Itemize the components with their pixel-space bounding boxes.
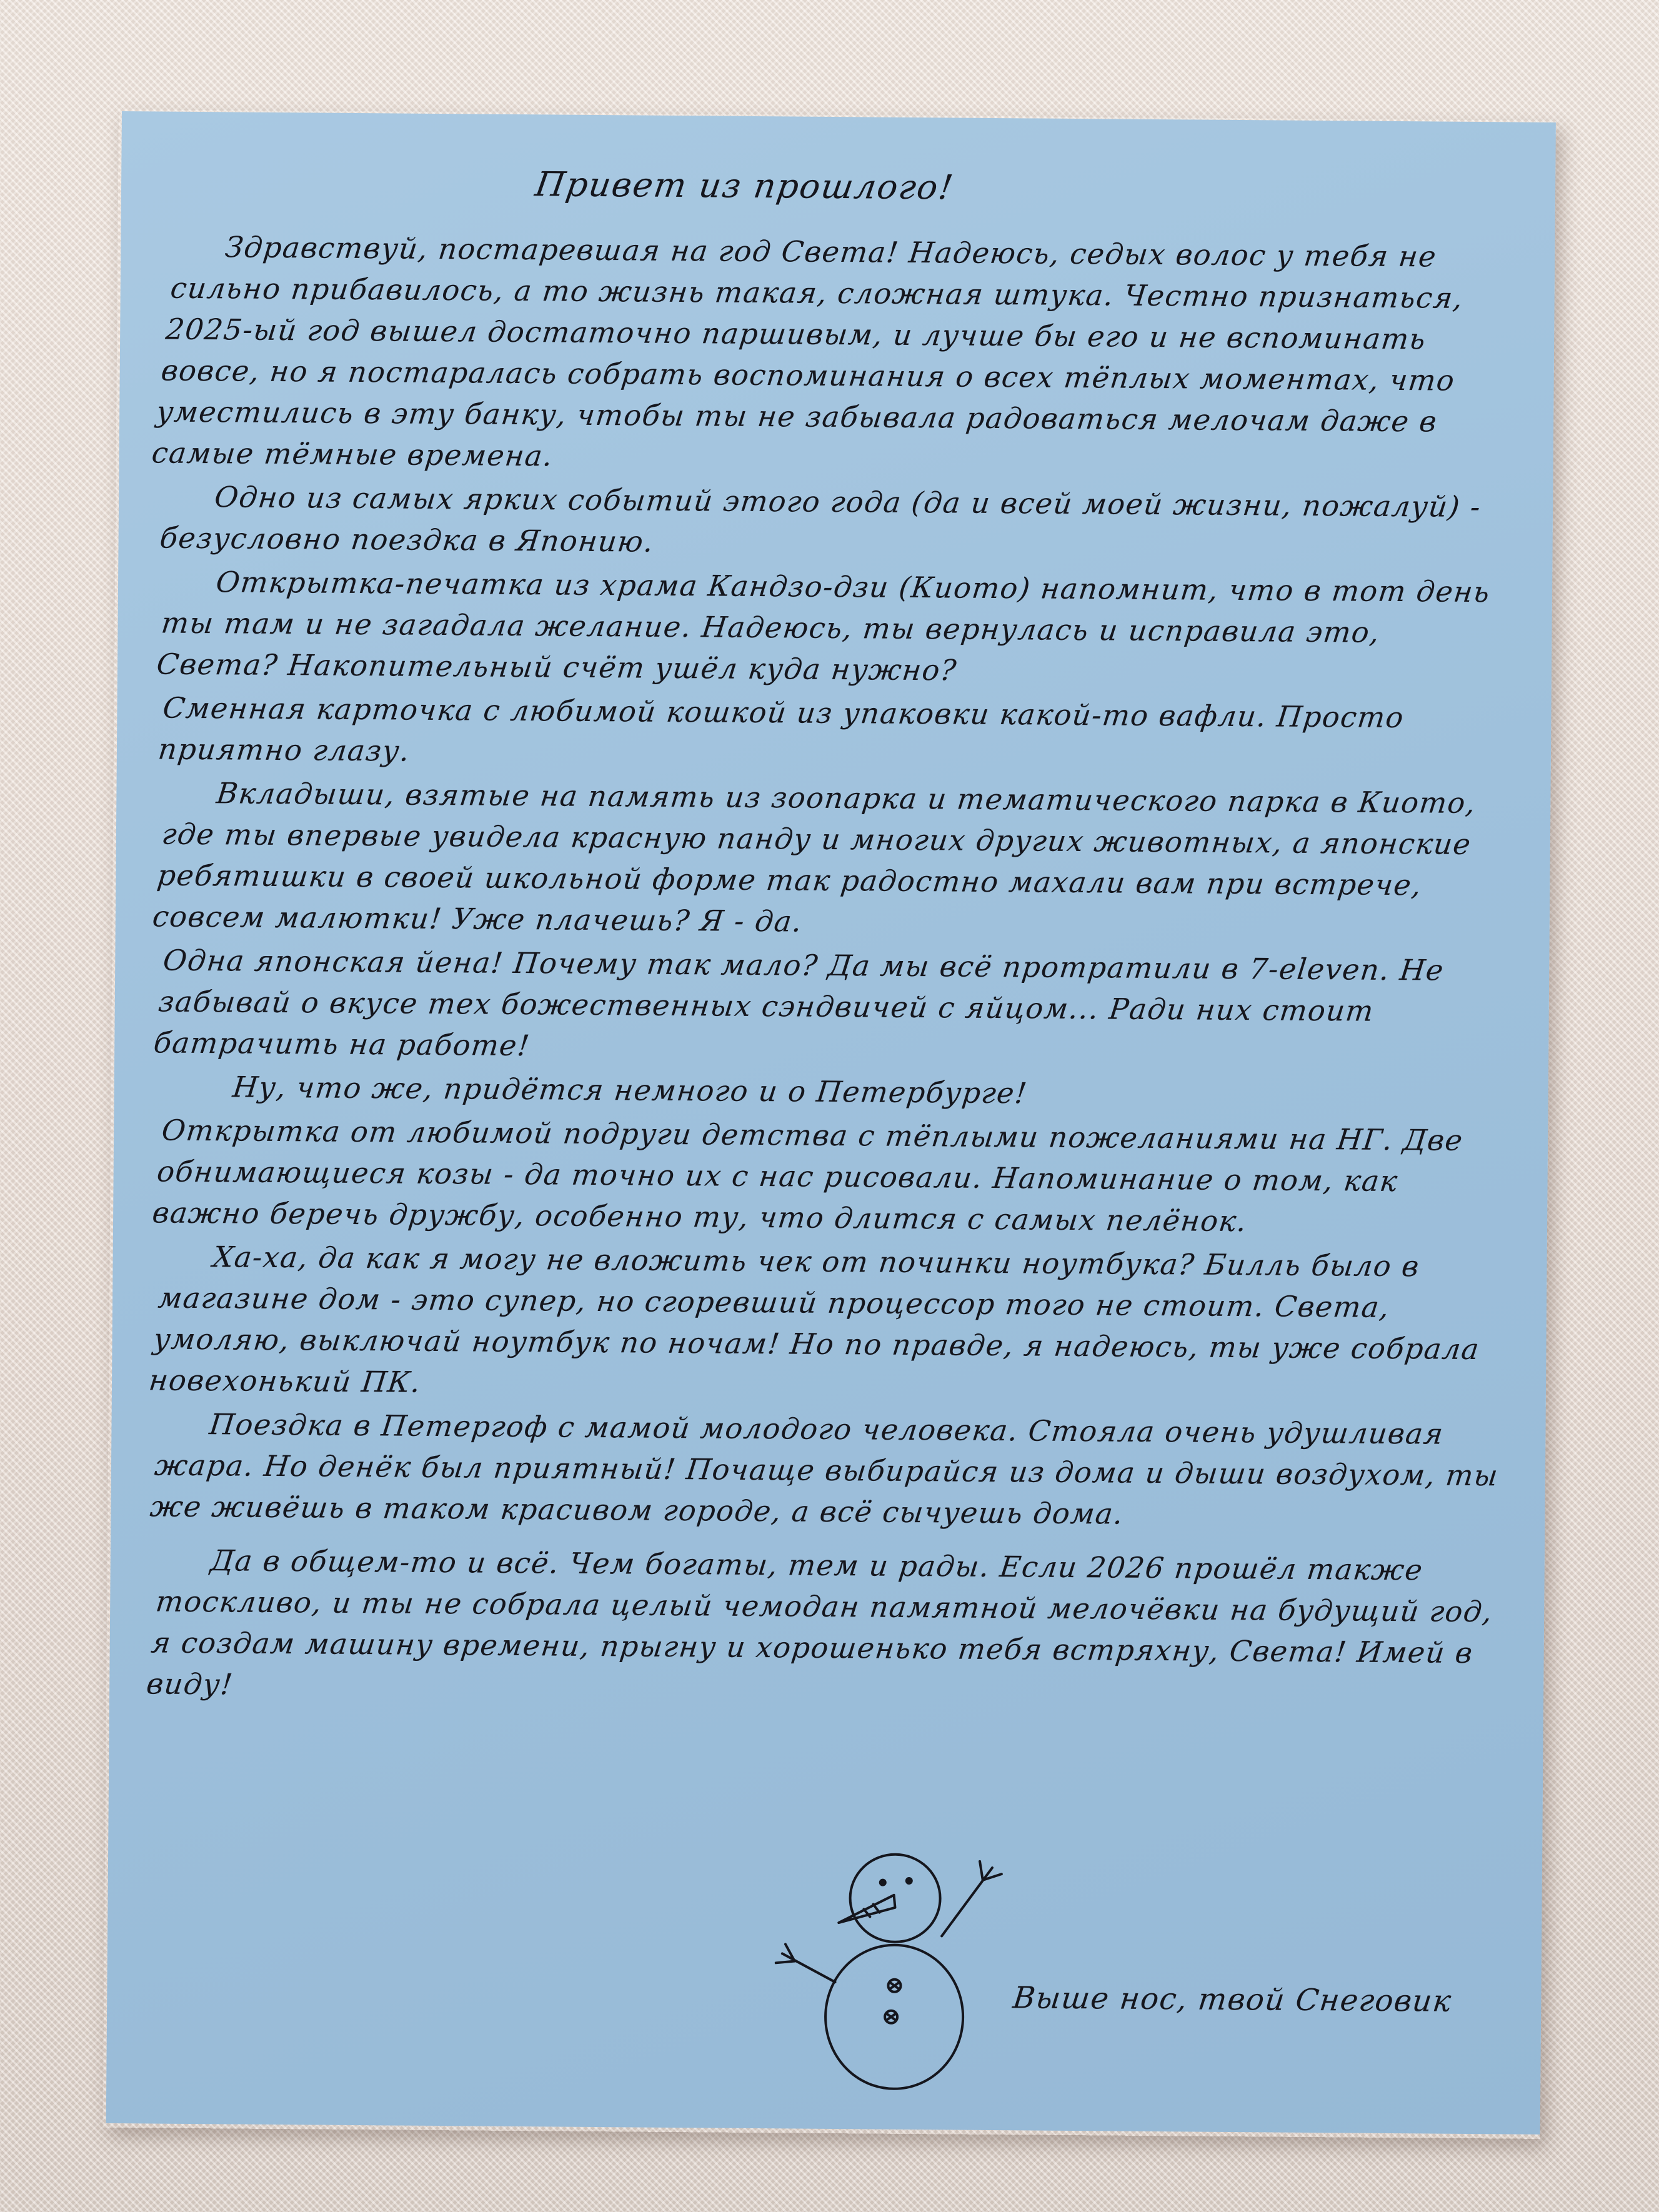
- letter-paragraph-5: Вкладыши, взятые на память из зоопарка и тематического парка в Киото, где ты впервые увидела красную панду и многих других животных, а японские ребятишки в своей школьной форме так радостно махали вам при встрече, совсем малютки! Уже плачешь? Я - да.: [151, 776, 1478, 939]
- letter-paragraph-10: Поездка в Петергоф с мамой молодого человека. Стояла очень удушливая жара. Но денёк был приятный! Почаще выбирайся из дома и дыши воздухом, ты же живёшь в таком красивом городе, а всё сычуешь дома.: [148, 1407, 1501, 1531]
- letter-paragraph-8: Открытка от любимой подруги детства с тёплыми пожеланиями на НГ. Две обнимающиеся козы - да точно их с нас рисовали. Напоминание о том, как важно беречь дружбу, особенно ту, что длится с самых пелёнок.: [151, 1113, 1465, 1238]
- letter-paragraph-6: Одна японская йена! Почему так мало? Да мы всё протратили в 7-eleven. Не забывай о вкусе тех божественных сэндвичей с яйцом... Ради них стоит батрачить на работе!: [152, 943, 1446, 1063]
- letter-paragraph-7: Ну, что же, придётся немного и о Петербурге!: [231, 1070, 1030, 1110]
- letter-paragraph-3: Открытка-печатка из храма Кандзо-дзи (Киото) напомнит, что в тот день ты там и не загадала желание. Надеюсь, ты вернулась и исправила это, Света? Накопительный счёт ушёл куда нужно?: [155, 565, 1492, 687]
- letter-paragraph-4: Сменная карточка с любимой кошкой из упаковки какой-то вафли. Просто приятно глазу.: [156, 690, 1407, 768]
- letter-paragraph-9: Ха-ха, да как я могу не вложить чек от починки ноутбука? Билль было в магазине дом - это супер, но сгоревший процессор того не стоит. Света, умоляю, выключай ноутбук по ночам! Но по правде, я надеюсь, ты уже собрала новехонький ПК.: [147, 1240, 1482, 1399]
- letter-paragraph-11: Да в общем-то и всё. Чем богаты, тем и рады. Если 2026 прошёл также тоскливо, и ты не собрала целый чемодан памятной мелочёвки на будущий год, я создам машину времени, прыгну и хорошенько тебя встряхну, Света! Имей в виду!: [144, 1543, 1495, 1701]
- letter-title: Привет из прошлого!: [532, 164, 957, 207]
- snowman-drawing-icon: [769, 1828, 1020, 2099]
- letter-paragraph-2: Одно из самых ярких событий этого года (да и всей моей жизни, пожалуй) - безусловно поездка в Японию.: [158, 480, 1483, 559]
- letter-paragraph-1: Здравствуй, постаревшая на год Света! Надеюсь, седых волос у тебя не сильно прибавилось, а то жизнь такая, сложная штука. Честно признаться, 2025-ый год вышел достаточно паршивым, и лучше бы его и не вспоминать вовсе, но я постаралась собрать воспоминания о всех тёплых моментах, что уместились в эту банку, чтобы ты не забывала радоваться мелочам даже в самые тёмные времена.: [150, 230, 1465, 473]
- letter-signature: Выше нос, твой Снеговик: [1011, 1980, 1454, 2019]
- letter-sheet: [106, 111, 1556, 2135]
